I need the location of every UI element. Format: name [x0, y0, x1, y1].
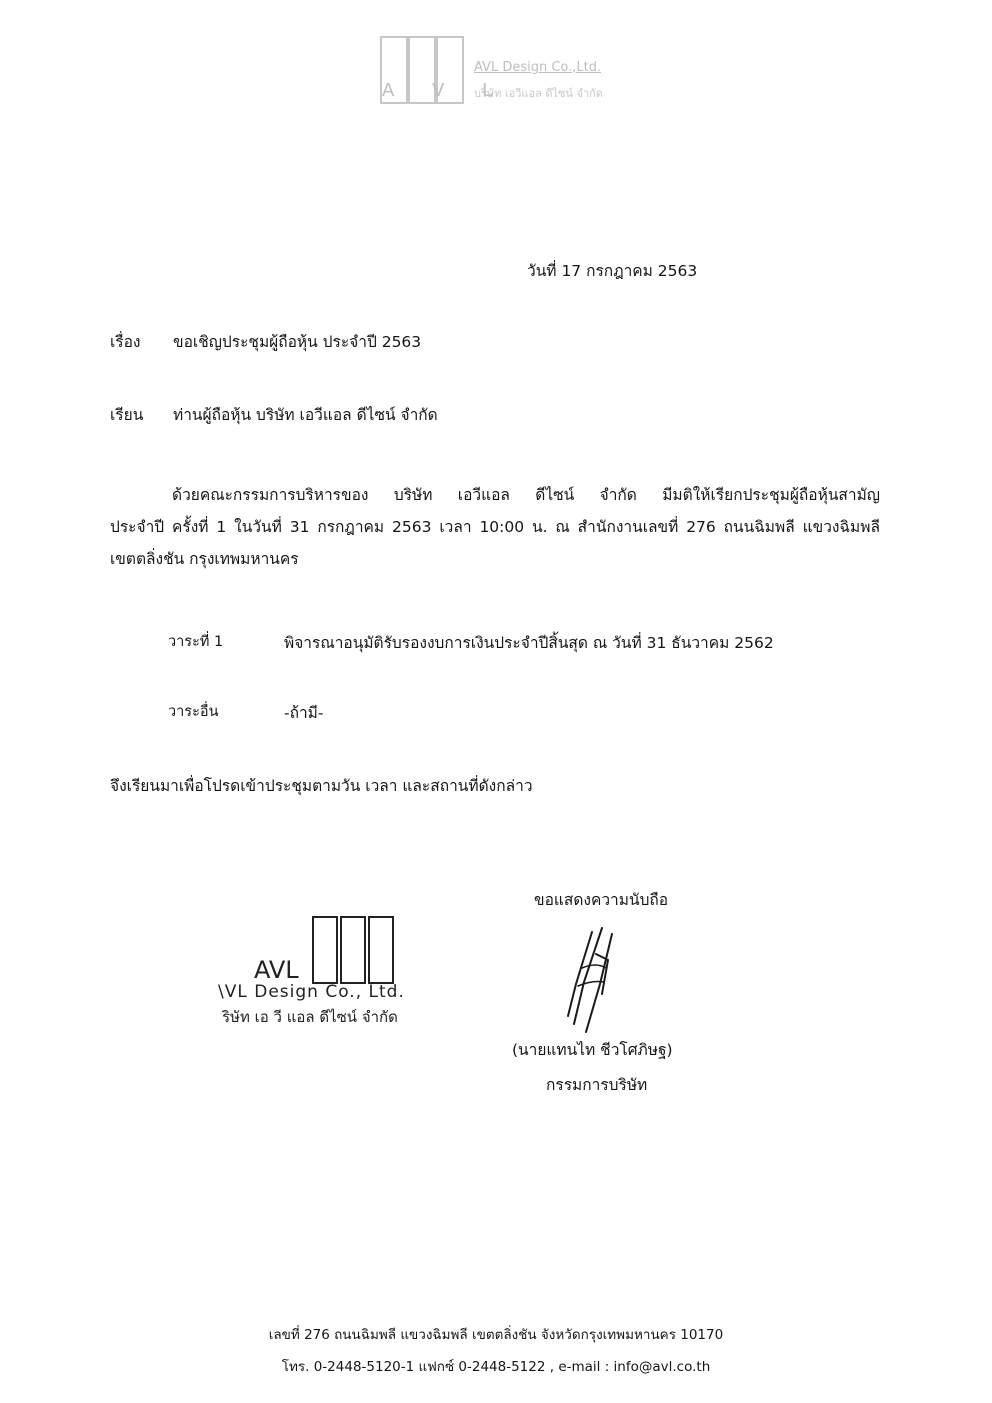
agenda-text: พิจารณาอนุมัติรับรองงบการเงินประจำปีสิ้นสุด ณ วันที่ 31 ธันวาคม 2562 — [284, 634, 774, 652]
header-company-name-th: บริษัท เอวีแอล ดีไซน์ จำกัด — [474, 87, 603, 100]
agenda-text: -ถ้ามี- — [284, 704, 324, 722]
stamp-company-name-en: \VL Design Co., Ltd. — [218, 982, 405, 1002]
agenda-label: วาระอื่น — [168, 704, 219, 720]
footer-address: เลขที่ 276 ถนนฉิมพลี แขวงฉิมพลี เขตตลิ่งชัน จังหวัดกรุงเทพมหานคร 10170 — [268, 1327, 724, 1343]
signer-name: (นายแทนไท ชีวโศภิษฐ) — [512, 1041, 673, 1059]
header-company-logo — [378, 36, 618, 106]
subject-label: เรื่อง — [110, 333, 141, 351]
closing-salutation: ขอแสดงความนับถือ — [534, 891, 669, 909]
stamp-mark-box — [312, 916, 338, 984]
agenda-label: วาระที่ 1 — [168, 634, 224, 650]
logo-letters: A V L — [382, 80, 509, 101]
handwritten-signature — [556, 924, 636, 1034]
stamp-mark-box — [368, 916, 394, 984]
signer-title: กรรมการบริษัท — [546, 1076, 648, 1094]
body-line: เขตตลิ่งชัน กรุงเทพมหานคร — [110, 550, 299, 568]
stamp-mark-box — [340, 916, 366, 984]
company-stamp — [218, 912, 448, 1027]
stamp-avl-text: AVL — [254, 956, 299, 984]
stamp-company-name-th: ริษัท เอ วี แอล ดีไซน์ จำกัด — [222, 1008, 398, 1026]
subject-text: ขอเชิญประชุมผู้ถือหุ้น ประจำปี 2563 — [173, 333, 422, 351]
footer-contact: โทร. 0-2448-5120-1 แฟกซ์ 0-2448-5122 , e-mail : info@avl.co.th — [281, 1359, 711, 1375]
header-company-name-en: AVL Design Co.,Ltd. — [474, 60, 602, 75]
letter-date: วันที่ 17 กรกฎาคม 2563 — [527, 262, 698, 280]
recipient-label: เรียน — [110, 406, 144, 424]
body-paragraph — [110, 479, 880, 575]
body-line: ประจำปี ครั้งที่ 1 ในวันที่ 31 กรกฎาคม 2563 เวลา 10:00 น. ณ สำนักงานเลขที่ 276 ถนนฉิมพลี แขวงฉิมพลี — [110, 518, 880, 536]
recipient-text: ท่านผู้ถือหุ้น บริษัท เอวีแอล ดีไซน์ จำกัด — [173, 406, 438, 424]
closing-sentence: จึงเรียนมาเพื่อโปรดเข้าประชุมตามวัน เวลา และสถานที่ดังกล่าว — [110, 777, 533, 795]
body-line: ด้วยคณะกรรมการบริหารของ บริษัท เอวีแอล ดีไซน์ จำกัด มีมติให้เรียกประชุมผู้ถือหุ้นสามัญ — [172, 486, 880, 504]
